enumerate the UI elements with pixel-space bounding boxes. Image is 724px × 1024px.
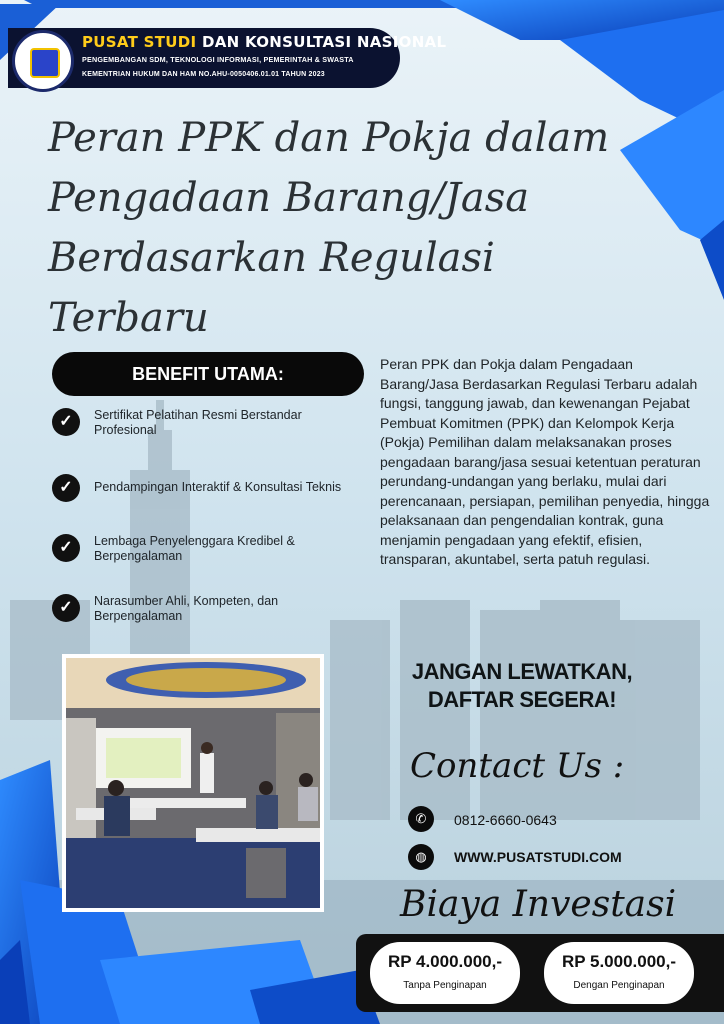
training-room-image [66, 658, 320, 908]
logo-emblem-icon [30, 48, 60, 78]
contact-phone[interactable]: 0812-6660-0643 [454, 812, 557, 828]
price-value: RP 5.000.000,- [561, 952, 677, 971]
organization-subtitle: PENGEMBANGAN SDM, TEKNOLOGI INFORMASI, PEMERINTAH & SWASTA [82, 55, 354, 64]
contact-website-link[interactable]: WWW.PUSATSTUDI.COM [454, 849, 622, 865]
price-note: Dengan Penginapan [573, 980, 665, 991]
checkmark-icon: ✓ [52, 408, 80, 436]
title-line-3: Berdasarkan Regulasi Terbaru [48, 235, 495, 341]
call-to-action [382, 658, 662, 714]
cta-line-2: DAFTAR SEGERA! [427, 687, 617, 712]
training-photo [62, 654, 324, 912]
program-description: Peran PPK dan Pokja dalam Pengadaan Barang/Jasa Berdasarkan Regulasi Terbaru adalah fungsi, tanggung jawab, dan kewenangan Pejabat Pembuat Komitmen (PPK) dan Kelompok Kerja (Pokja) Pemilihan dalam melaksanakan proses pengadaan barang/jasa sesuai ketentuan peraturan perundang-undangan yang berlaku, mulai dari perencanaan, persiapan, pemilihan penyedia, hingga pelaksanaan dan pengendalian kontrak, guna menjamin pengadaan yang efektif, efisien, transparan, akuntabel, serta patuh regulasi. [380, 356, 710, 567]
checkmark-icon: ✓ [52, 534, 80, 562]
benefit-item-text: Lembaga Penyelenggara Kredibel & Berpengalaman [94, 534, 295, 563]
price-option-no-lodging [370, 942, 520, 1004]
organization-legal-number: KEMENTRIAN HUKUM DAN HAM NO.AHU-0050406.01.01 TAHUN 2023 [82, 71, 325, 78]
organization-name [82, 33, 446, 51]
organization-name-rest: DAN KONSULTASI NASIONAL [201, 33, 447, 51]
organization-logo [12, 30, 74, 92]
investment-heading: Biaya Investasi [400, 884, 677, 925]
price-option-with-lodging [544, 942, 694, 1004]
checkmark-icon: ✓ [52, 474, 80, 502]
benefit-heading: BENEFIT UTAMA: [52, 352, 364, 396]
benefit-item-text: Sertifikat Pelatihan Resmi Berstandar Profesional [94, 408, 302, 437]
organization-name-highlight: PUSAT STUDI [82, 33, 197, 51]
benefit-item-text: Pendampingan Interaktif & Konsultasi Teknis [94, 480, 342, 494]
title-line-2: Pengadaan Barang/Jasa [48, 175, 530, 221]
benefit-item-text: Narasumber Ahli, Kompeten, dan Berpengalaman [94, 594, 279, 623]
title-line-1: Peran PPK dan Pokja dalam [48, 115, 610, 161]
price-value: RP 4.000.000,- [387, 952, 503, 971]
globe-icon: ◍ [408, 844, 434, 870]
price-note: Tanpa Penginapan [403, 980, 487, 991]
cta-line-1: JANGAN LEWATKAN, [411, 659, 633, 684]
page-title [48, 108, 648, 348]
phone-icon: ✆ [408, 806, 434, 832]
checkmark-icon: ✓ [52, 594, 80, 622]
contact-heading: Contact Us : [410, 746, 625, 786]
